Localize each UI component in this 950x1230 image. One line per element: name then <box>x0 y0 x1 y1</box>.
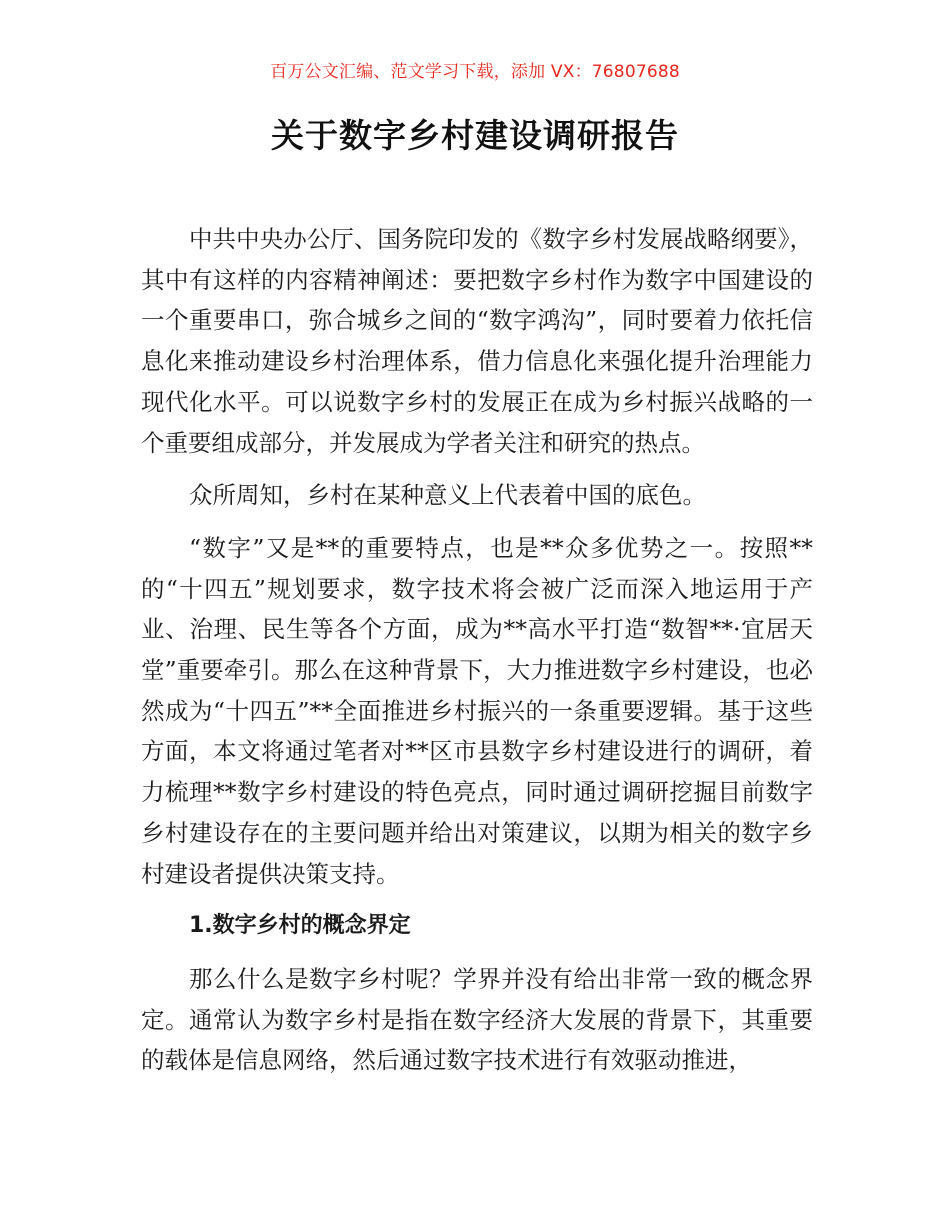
paragraph-definition: 那么什么是数字乡村呢？学界并没有给出非常一致的概念界定。通常认为数字乡村是指在数字经济大发展的背景下，其重要的载体是信息网络，然后通过数字技术进行有效驱动推进， <box>141 964 813 1075</box>
paragraph-digital-context: “数字”又是**的重要特点，也是**众多优势之一。按照**的“十四五”规划要求，数字技术将会被广泛而深入地运用于产业、治理、民生等各个方面，成为**高水平打造“数智**·宜居天堂”重要牵引。那么在这种背景下，大力推进数字乡村建设，也必然成为“十四五”**全面推进乡村振兴的一条重要逻辑。基于这些方面，本文将通过笔者对**区市县数字乡村建设进行的调研，着力梳理**数字乡村建设的特色亮点，同时通过调研挖掘目前数字乡村建设存在的主要问题并给出对策建议，以期为相关的数字乡村建设者提供决策支持。 <box>141 533 813 888</box>
paragraph-intro: 中共中央办公厅、国务院印发的《数字乡村发展战略纲要》，其中有这样的内容精神阐述：要把数字乡村作为数字中国建设的一个重要串口，弥合城乡之间的“数字鸿沟”，同时要着力依托信息化来推动建设乡村治理体系，借力信息化来强化提升治理能力现代化水平。可以说数字乡村的发展正在成为乡村振兴战略的一个重要组成部分，并发展成为学者关注和研究的热点。 <box>141 225 813 457</box>
document-body <box>141 219 813 1081</box>
section-heading-1: 1.数字乡村的概念界定 <box>189 913 411 939</box>
watermark-header: 百万公文汇编、范文学习下载，添加 VX：76807688 <box>270 62 680 82</box>
paragraph-rural-background: 众所周知，乡村在某种意义上代表着中国的底色。 <box>189 481 706 510</box>
document-title: 关于数字乡村建设调研报告 <box>271 116 679 155</box>
